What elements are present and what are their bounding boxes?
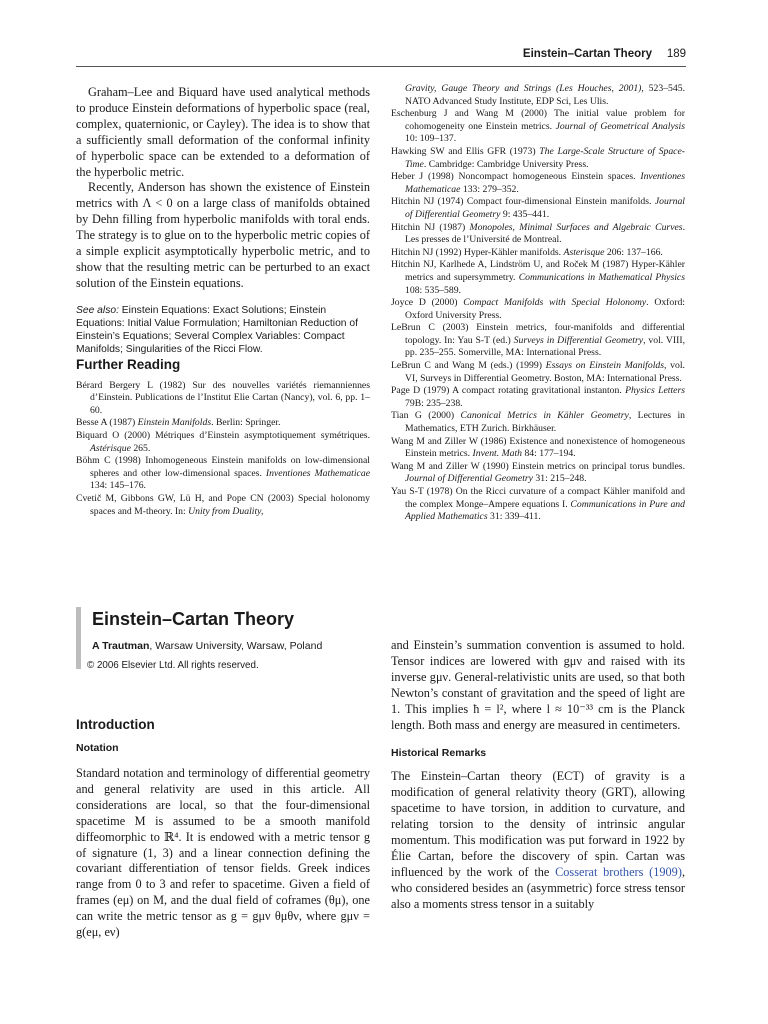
reference-details: 10: 109–137. xyxy=(405,133,457,145)
reference-text: Yau S-T (1978) On the Ricci curvature of a compact Kähler manifold and the complex Monge–Ampere equations I. xyxy=(391,486,685,510)
reference-list-left xyxy=(76,380,370,519)
page-number: 189 xyxy=(666,48,686,60)
reference-title: Astérisque xyxy=(90,442,131,454)
reference-title: Communications in Pure and Applied Mathematics xyxy=(405,498,685,523)
reference-text: Biquard O (2000) Métriques d’Einstein asymptotiquement symétriques. xyxy=(76,429,370,441)
reference-text: Wang M and Ziller W (1986) Existence and nonexistence of homogeneous Einstein metrics. xyxy=(391,435,685,460)
reference-item xyxy=(76,430,370,455)
reference-text: Tian G (2000) xyxy=(391,410,461,422)
reference-text: Hitchin NJ, Karlhede A, Lindström U, and Roček M (1987) Hyper-Kähler metrics and supersymmetry. xyxy=(391,259,685,283)
reference-text: LeBrun C (2003) Einstein metrics, four-manifolds and differential topology. In: Yau S-T (ed.) xyxy=(391,322,685,346)
reference-details: 108: 535–589. xyxy=(405,284,461,296)
reference-title: Asterisque xyxy=(563,246,605,258)
paragraph-graham-lee: Graham–Lee and Biquard have used analytical methods to produce Einstein deformations of hyperbolic space (real, complex, quaternionic, or Cayley). The idea is to show that a sufficiently small deformation of the conformal infinity of hyperbolic space can be extended to a deformation of the hyperbolic metric. xyxy=(76,85,370,179)
reference-item xyxy=(391,385,685,410)
reference-details: , vol. VIII, pp. 235–255. Somerville, MA: International Press. xyxy=(405,334,685,359)
see-also-lead: See also: xyxy=(76,304,119,316)
reference-title: Inventiones Mathematicae xyxy=(265,467,371,479)
summation-paragraph: and Einstein’s summation convention is assumed to hold. Tensor indices are lowered with gμν and raised with its inverse gμν. General-relativistic units are used, so that both Newton’s constant of gravitation and the speed of light are 1. This implies ħ = l², where l ≈ 10⁻³³ cm is the Planck length. Both mass and energy are measured in centimeters. xyxy=(391,638,685,732)
reference-text: Wang M and Ziller W (1990) Einstein metrics on principal torus bundles. xyxy=(391,460,685,472)
reference-item xyxy=(76,493,370,518)
article-title: Einstein–Cartan Theory xyxy=(92,609,295,629)
reference-details: 31: 339–411. xyxy=(487,511,541,523)
see-also xyxy=(76,304,370,357)
reference-item xyxy=(391,322,685,360)
reference-title: Monopoles, Minimal Surfaces and Algebraic Curves xyxy=(469,221,683,233)
reference-text: Joyce D (2000) xyxy=(391,297,464,309)
reference-title: Canonical Metrics in Kähler Geometry xyxy=(460,410,629,422)
reference-title: Surveys in Differential Geometry xyxy=(513,334,644,346)
left-column-top xyxy=(76,85,370,518)
reference-item xyxy=(391,486,685,524)
reference-text: Page D (1979) A compact rotating gravitational instanton. xyxy=(391,385,626,397)
historical-paragraph xyxy=(391,769,685,912)
reference-details: 206: 137–166. xyxy=(604,246,663,258)
author-line xyxy=(92,640,322,652)
reference-item xyxy=(76,417,370,430)
reference-text: Hitchin NJ (1987) xyxy=(391,221,470,233)
reference-title: Gravity, Gauge Theory and Strings (Les Houches, 2001) xyxy=(405,83,642,94)
reference-item xyxy=(391,410,685,435)
reference-item xyxy=(391,196,685,221)
reference-text: Heber J (1998) Noncompact homogeneous Einstein spaces. xyxy=(391,171,641,183)
notation-paragraph: Standard notation and terminology of differential geometry and general relativity are used in this article. All considerations are local, so that the four-dimensional spacetime M is assumed to be a smooth manifold diffeomorphic to ℝ⁴. It is endowed with a metric tensor g of signature (1, 3) and a linear connection defining the covariant differentiation of tensor fields. Greek indices range from 0 to 3 and refer to spacetime. Given a field of frames (eμ) on M, and the dual field of coframes (θμ), one can write the metric tensor as g = gμν θμθν, where gμν = g(eμ, eν) xyxy=(76,766,370,940)
reference-list-right xyxy=(391,83,685,524)
reference-item xyxy=(76,455,370,493)
introduction-heading: Introduction xyxy=(76,717,155,732)
author-affiliation: , Warsaw University, Warsaw, Poland xyxy=(149,640,323,652)
reference-item xyxy=(391,259,685,297)
reference-details: . Les presses de l’Université de Montreal. xyxy=(405,221,685,246)
copyright-notice: © 2006 Elsevier Ltd. All rights reserved. xyxy=(87,660,259,671)
right-column-bottom xyxy=(391,638,685,913)
reference-text: Böhm C (1998) Inhomogeneous Einstein manifolds on low-dimensional spheres and other low-dimensional spaces. xyxy=(76,455,370,479)
reference-item xyxy=(391,146,685,171)
reference-text: Eschenburg J and Wang M (2000) The initial value problem for cohomogeneity one Einstein metrics. xyxy=(391,108,685,132)
cosserat-link[interactable]: Cosserat brothers (1909) xyxy=(555,864,682,879)
reference-item xyxy=(391,360,685,385)
reference-details: . Oxford: Oxford University Press. xyxy=(405,297,685,321)
reference-item xyxy=(76,380,370,418)
reference-details: , 523–545. NATO Advanced Study Institute, EDP Sci, Les Ulis. xyxy=(405,83,686,107)
running-title: Einstein–Cartan Theory xyxy=(522,48,652,60)
reference-title: Communications in Mathematical Physics xyxy=(518,271,685,283)
reference-details: 9: 435–441. xyxy=(500,208,550,220)
reference-title: The Large-Scale Structure of Space-Time xyxy=(405,145,685,170)
reference-title: Essays on Einstein Manifolds xyxy=(545,360,665,372)
reference-text: Bérard Bergery L (1982) Sur des nouvelles variétés riemanniennes d’Einstein. Publications de l’Institut Elie Cartan (Nancy), vol. 6, pp. 1–60. xyxy=(76,379,370,416)
reference-item xyxy=(391,297,685,322)
reference-item xyxy=(391,222,685,247)
further-reading-heading: Further Reading xyxy=(76,356,181,372)
reference-item xyxy=(391,436,685,461)
reference-text: Cvetič M, Gibbons GW, Lü H, and Pope CN (2003) Special holonomy spaces and M-theory. In: xyxy=(76,492,370,517)
reference-text: Hawking SW and Ellis GFR (1973) xyxy=(391,145,540,157)
reference-details: 133: 279–352. xyxy=(460,183,519,195)
reference-item xyxy=(391,171,685,196)
reference-title: Einstein Manifolds xyxy=(137,417,212,429)
reference-details: 265. xyxy=(130,442,151,454)
historical-text-a: The Einstein–Cartan theory (ECT) of gravity is a modification of general relativity theory (GRT), allowing spacetime to have torsion, in addition to curvature, and relating torsion to the density of intrinsic angular momentum. This modification was put forward in 1922 by Élie Cartan, before the discovery of spin. Cartan was influenced by the work of the xyxy=(391,769,685,879)
reference-title: Journal of Differential Geometry xyxy=(405,473,533,485)
reference-details: , vol. VI, Surveys in Differential Geometry. Boston, MA: International Press. xyxy=(405,360,685,384)
reference-title: Compact Manifolds with Special Holonomy xyxy=(463,297,647,309)
reference-title: Journal of Geometrical Analysis xyxy=(555,120,685,132)
reference-text: LeBrun C and Wang M (eds.) (1999) xyxy=(391,360,546,372)
notation-section xyxy=(76,766,370,941)
see-also-links[interactable]: Einstein Equations: Exact Solutions; Einstein Equations: Initial Value Formulation; Hamiltonian Reduction of Einstein’s Equations; Several Complex Variables: Compact Manifolds; Singularities of the Ricci Flow. xyxy=(76,304,358,356)
reference-title: Invent. Math xyxy=(472,448,523,460)
reference-details: , Lectures in Mathematics, ETH Zurich. Birkhäuser. xyxy=(405,410,685,435)
reference-details: . Berlin: Springer. xyxy=(211,417,281,429)
author-name: A Trautman xyxy=(92,640,150,652)
reference-details: . Cambridge: Cambridge University Press. xyxy=(423,158,589,170)
reference-details: 79B: 235–238. xyxy=(405,397,463,409)
reference-item xyxy=(391,108,685,146)
reference-title: Physics Letters xyxy=(625,385,685,397)
reference-details: 84: 177–194. xyxy=(522,448,576,460)
reference-item xyxy=(391,461,685,486)
reference-text: Besse A (1987) xyxy=(76,417,138,429)
reference-details: 31: 215–248. xyxy=(532,473,587,485)
running-header xyxy=(76,46,686,67)
reference-item xyxy=(391,247,685,260)
reference-title: Inventiones Mathematicae xyxy=(405,171,685,195)
reference-title: Unity from Duality, xyxy=(188,505,264,517)
notation-heading: Notation xyxy=(76,742,119,754)
right-column-top xyxy=(391,83,685,524)
historical-text-b: , who considered besides an (asymmetric) force stress tensor also a moments stress tensor in a suitably xyxy=(391,864,686,911)
reference-details: 134: 145–176. xyxy=(90,480,146,492)
reference-text: Hitchin NJ (1974) Compact four-dimensional Einstein manifolds. xyxy=(391,196,655,208)
reference-title: Journal of Differential Geometry xyxy=(405,196,685,220)
reference-text: Hitchin NJ (1992) Hyper-Kähler manifolds. xyxy=(391,246,564,258)
paragraph-anderson: Recently, Anderson has shown the existence of Einstein metrics with Λ < 0 on a large class of manifolds obtained by Dehn filling from hyperbolic manifolds with toral ends. The strategy is to glue on to the hyperbolic metric copies of a simple explicit asymptotically hyperbolic metric, and to show that the resulting metric can be perturbed to an exact solution of the Einstein equations. xyxy=(76,180,370,290)
reference-item xyxy=(391,83,685,108)
historical-remarks-heading: Historical Remarks xyxy=(391,747,487,760)
